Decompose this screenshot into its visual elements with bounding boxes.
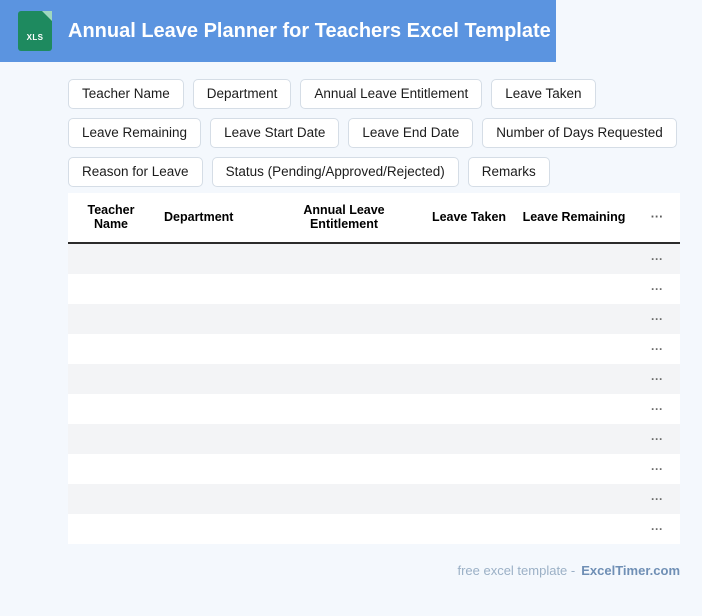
cell-leave-remaining[interactable]: [514, 274, 634, 304]
chip-row: [68, 79, 680, 109]
chip-leave-taken[interactable]: Leave Taken: [491, 79, 595, 109]
cell-leave-taken[interactable]: [424, 424, 514, 454]
xls-icon-label: XLS: [26, 33, 44, 42]
table-header-row: [68, 193, 680, 243]
column-header-annual-leave-entitlement: Annual Leave Entitlement: [264, 193, 424, 243]
cell-teacher-name[interactable]: [68, 424, 154, 454]
cell-more[interactable]: ···: [634, 424, 680, 454]
cell-annual-leave-entitlement[interactable]: [264, 334, 424, 364]
cell-teacher-name[interactable]: [68, 364, 154, 394]
column-header-leave-taken: Leave Taken: [424, 193, 514, 243]
cell-leave-remaining[interactable]: [514, 484, 634, 514]
cell-more[interactable]: ···: [634, 514, 680, 544]
cell-more[interactable]: ···: [634, 484, 680, 514]
column-header-teacher-name: Teacher Name: [68, 193, 154, 243]
chip-department[interactable]: Department: [193, 79, 292, 109]
table-row: [68, 364, 680, 394]
footer-brand-link[interactable]: ExcelTimer.com: [581, 563, 680, 578]
cell-leave-remaining[interactable]: [514, 304, 634, 334]
cell-department[interactable]: [154, 514, 264, 544]
cell-leave-taken[interactable]: [424, 334, 514, 364]
cell-leave-taken[interactable]: [424, 484, 514, 514]
cell-leave-remaining[interactable]: [514, 364, 634, 394]
cell-annual-leave-entitlement[interactable]: [264, 394, 424, 424]
field-chip-list: [68, 79, 680, 196]
cell-department[interactable]: [154, 364, 264, 394]
template-preview-table: [68, 193, 680, 544]
cell-leave-taken[interactable]: [424, 243, 514, 274]
cell-leave-remaining[interactable]: [514, 514, 634, 544]
cell-annual-leave-entitlement[interactable]: [264, 243, 424, 274]
table-row: [68, 454, 680, 484]
column-header-more[interactable]: ···: [634, 193, 680, 243]
cell-leave-taken[interactable]: [424, 514, 514, 544]
cell-leave-taken[interactable]: [424, 454, 514, 484]
cell-annual-leave-entitlement[interactable]: [264, 454, 424, 484]
cell-department[interactable]: [154, 274, 264, 304]
chip-leave-end-date[interactable]: Leave End Date: [348, 118, 473, 148]
cell-leave-remaining[interactable]: [514, 454, 634, 484]
cell-leave-taken[interactable]: [424, 364, 514, 394]
chip-remarks[interactable]: Remarks: [468, 157, 550, 187]
cell-more[interactable]: ···: [634, 364, 680, 394]
table-row: [68, 334, 680, 364]
page-title: Annual Leave Planner for Teachers Excel Template: [68, 19, 551, 42]
chip-annual-leave-entitlement[interactable]: Annual Leave Entitlement: [300, 79, 482, 109]
chip-leave-start-date[interactable]: Leave Start Date: [210, 118, 339, 148]
table-row: [68, 484, 680, 514]
cell-more[interactable]: ···: [634, 394, 680, 424]
cell-department[interactable]: [154, 334, 264, 364]
cell-more[interactable]: ···: [634, 243, 680, 274]
cell-department[interactable]: [154, 484, 264, 514]
cell-leave-taken[interactable]: [424, 274, 514, 304]
chip-number-of-days-requested[interactable]: Number of Days Requested: [482, 118, 677, 148]
column-header-leave-remaining: Leave Remaining: [514, 193, 634, 243]
column-header-department: Department: [154, 193, 264, 243]
cell-more[interactable]: ···: [634, 274, 680, 304]
cell-department[interactable]: [154, 424, 264, 454]
table-row: [68, 514, 680, 544]
chip-row: [68, 157, 680, 187]
cell-annual-leave-entitlement[interactable]: [264, 514, 424, 544]
cell-teacher-name[interactable]: [68, 304, 154, 334]
table-row: [68, 424, 680, 454]
chip-reason-for-leave[interactable]: Reason for Leave: [68, 157, 203, 187]
chip-row: [68, 118, 680, 148]
cell-teacher-name[interactable]: [68, 514, 154, 544]
table-row: [68, 243, 680, 274]
cell-annual-leave-entitlement[interactable]: [264, 484, 424, 514]
cell-more[interactable]: ···: [634, 454, 680, 484]
cell-teacher-name[interactable]: [68, 274, 154, 304]
cell-teacher-name[interactable]: [68, 484, 154, 514]
chip-teacher-name[interactable]: Teacher Name: [68, 79, 184, 109]
cell-leave-taken[interactable]: [424, 304, 514, 334]
cell-leave-remaining[interactable]: [514, 243, 634, 274]
footer-text: free excel template -: [457, 563, 576, 578]
cell-annual-leave-entitlement[interactable]: [264, 304, 424, 334]
cell-leave-taken[interactable]: [424, 394, 514, 424]
cell-leave-remaining[interactable]: [514, 394, 634, 424]
cell-annual-leave-entitlement[interactable]: [264, 364, 424, 394]
cell-teacher-name[interactable]: [68, 334, 154, 364]
cell-teacher-name[interactable]: [68, 454, 154, 484]
cell-annual-leave-entitlement[interactable]: [264, 424, 424, 454]
cell-department[interactable]: [154, 243, 264, 274]
cell-teacher-name[interactable]: [68, 394, 154, 424]
cell-leave-remaining[interactable]: [514, 424, 634, 454]
footer: [457, 563, 680, 578]
cell-more[interactable]: ···: [634, 334, 680, 364]
table-row: [68, 394, 680, 424]
xls-icon-fold: [42, 11, 52, 21]
cell-teacher-name[interactable]: [68, 243, 154, 274]
table-row: [68, 274, 680, 304]
cell-more[interactable]: ···: [634, 304, 680, 334]
cell-department[interactable]: [154, 454, 264, 484]
cell-leave-remaining[interactable]: [514, 334, 634, 364]
cell-annual-leave-entitlement[interactable]: [264, 274, 424, 304]
title-bar: [0, 0, 556, 62]
cell-department[interactable]: [154, 304, 264, 334]
chip-status[interactable]: Status (Pending/Approved/Rejected): [212, 157, 459, 187]
xls-file-icon: [18, 11, 52, 51]
table-row: [68, 304, 680, 334]
chip-leave-remaining[interactable]: Leave Remaining: [68, 118, 201, 148]
cell-department[interactable]: [154, 394, 264, 424]
